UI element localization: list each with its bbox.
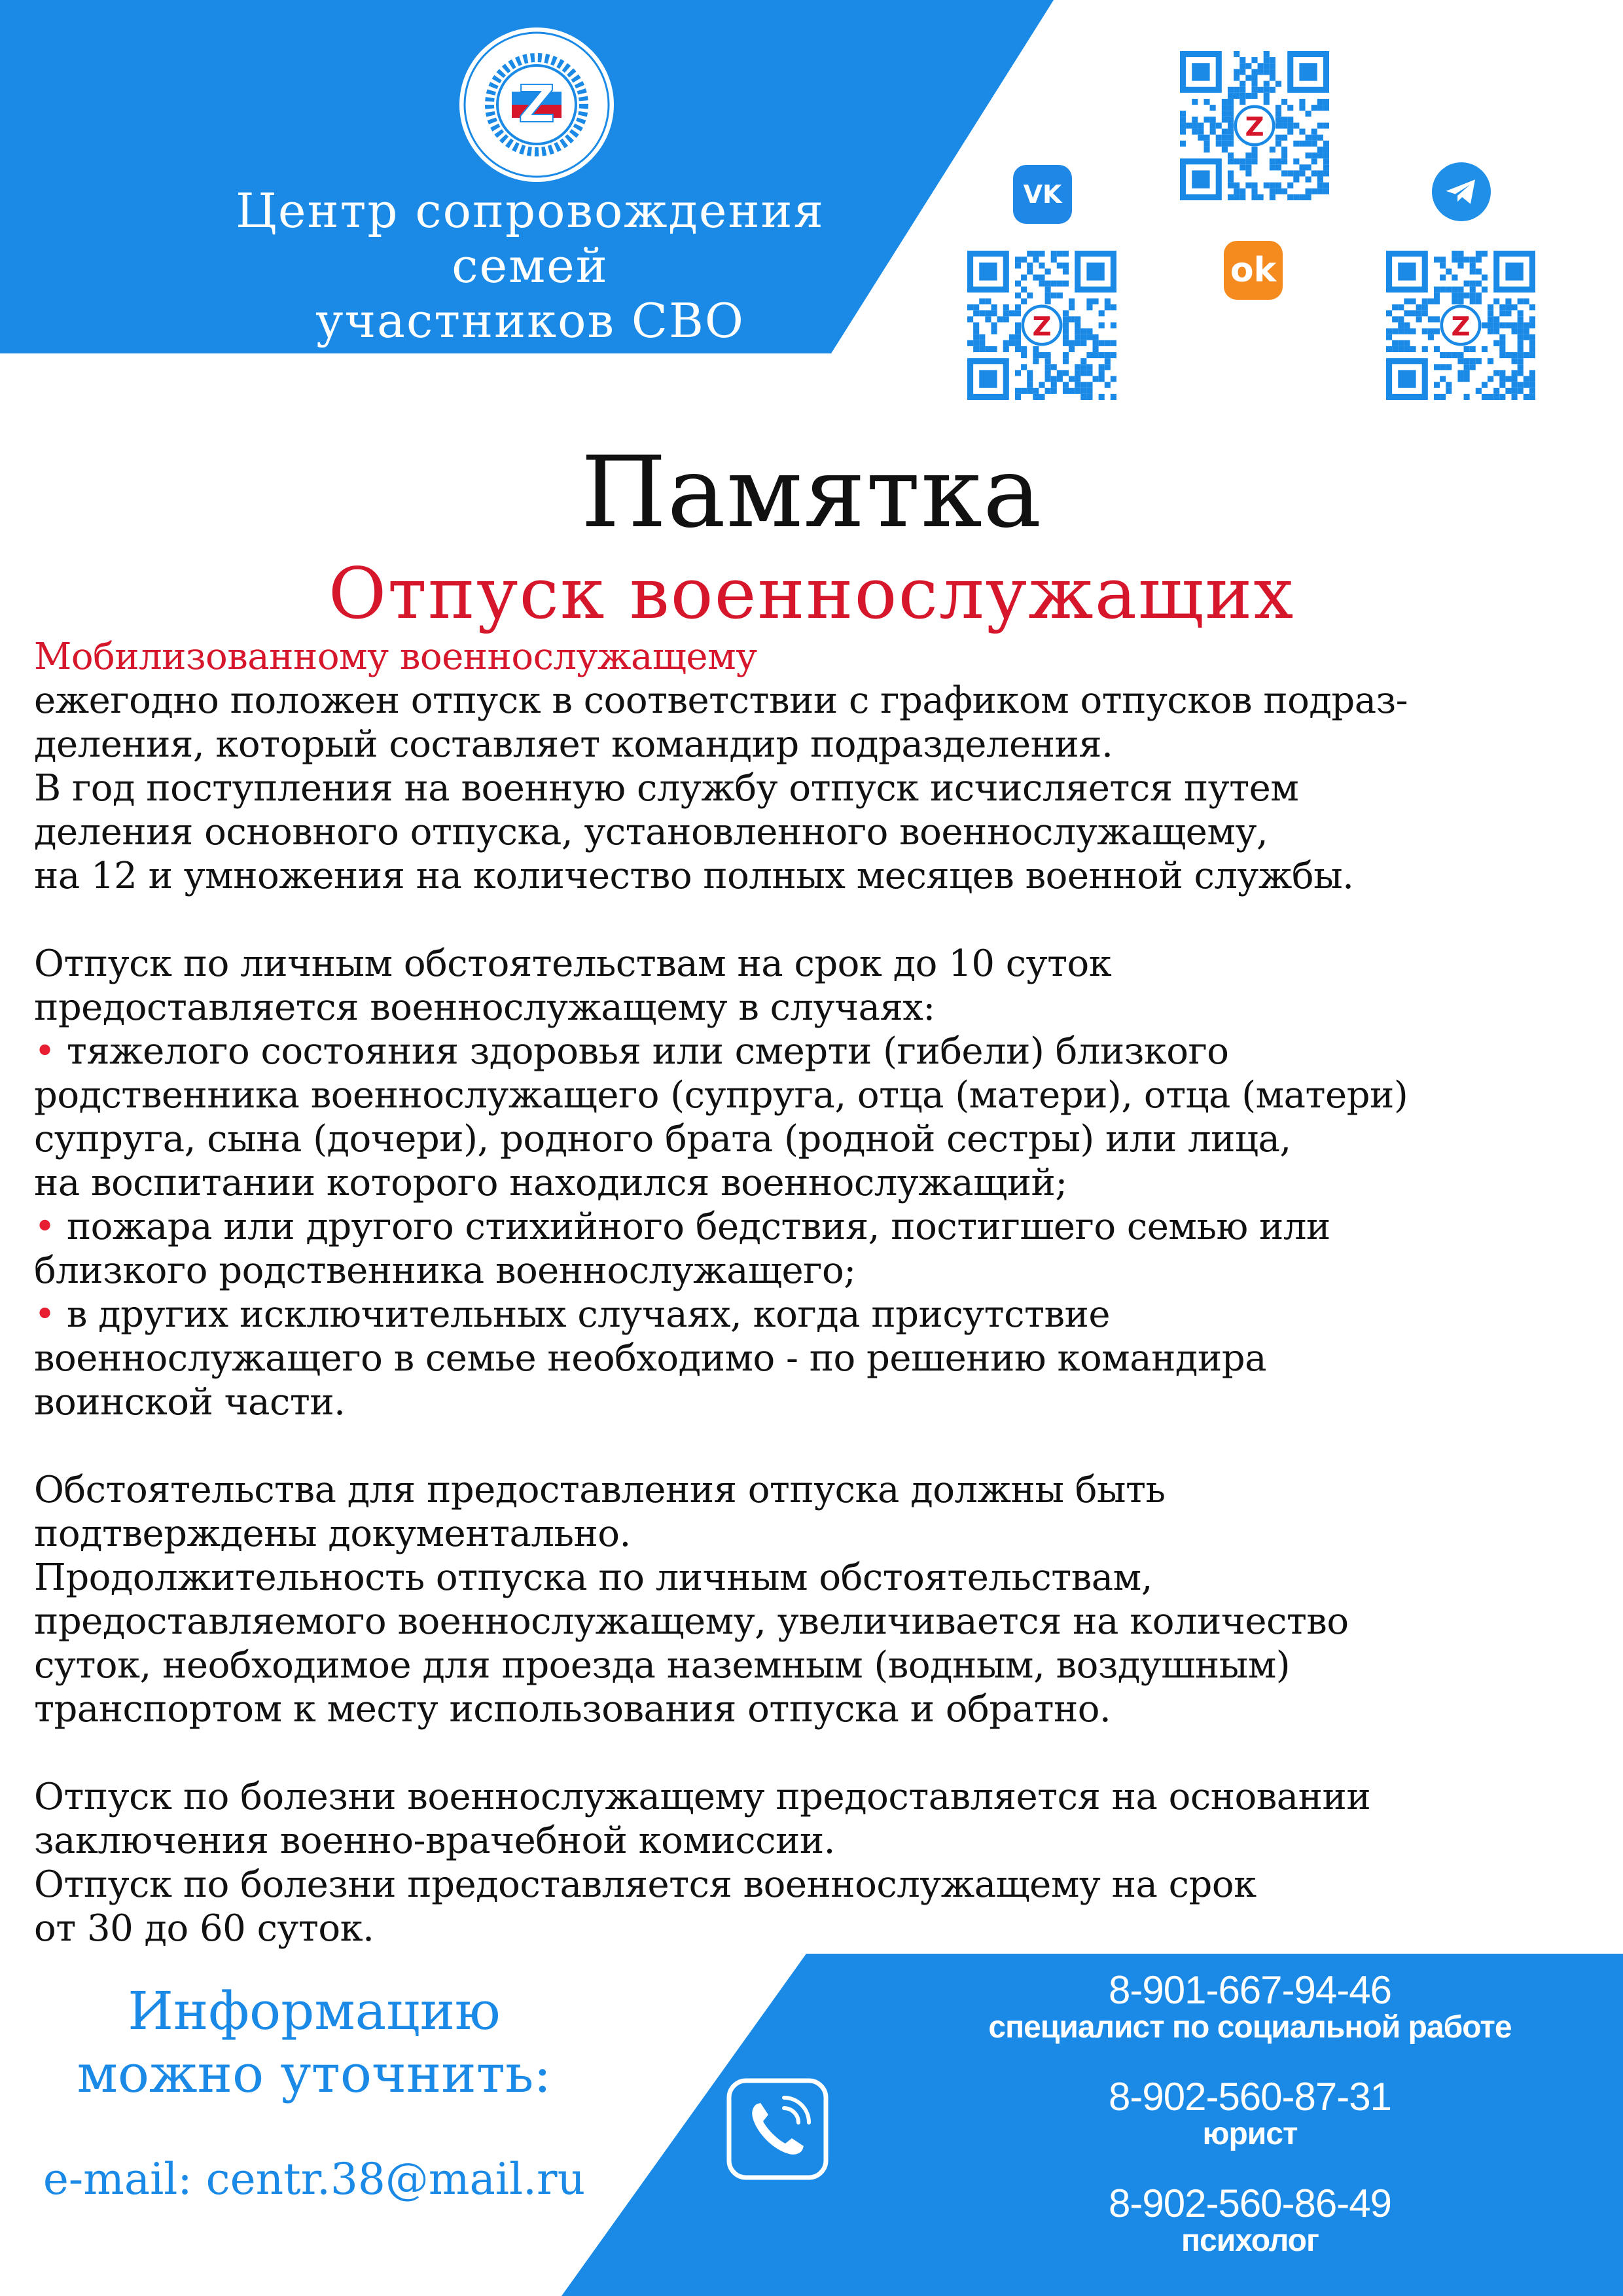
contact-role: специалист по социальной работе xyxy=(988,2010,1512,2045)
text-line: транспортом к месту использования отпуска и обратно. xyxy=(34,1688,1111,1731)
contact-role: психолог xyxy=(1181,2223,1319,2258)
contact-item xyxy=(877,1970,1623,2077)
text-line: деления, который составляет командир подразделения. xyxy=(34,723,1113,766)
bullet-dot-icon: • xyxy=(34,1030,56,1073)
bullet-item xyxy=(34,1293,1598,1336)
organization-title-line: семей xyxy=(452,238,609,293)
vk-icon[interactable] xyxy=(1013,165,1072,224)
text-line: военнослужащего в семье необходимо - по решению командира xyxy=(34,1337,1266,1380)
phone-number[interactable]: 8-902-560-86-49 xyxy=(1109,2181,1391,2225)
text-line: В год поступления на военную службу отпуск исчисляется путем xyxy=(34,767,1299,810)
qr-code-vk[interactable] xyxy=(967,251,1116,400)
text-line: заключения военно-врачебной комиссии. xyxy=(34,1820,835,1862)
phone-icon xyxy=(726,2078,829,2180)
text-line: Продолжительность отпуска по личным обстоятельствам, xyxy=(34,1556,1153,1599)
text-line: суток, необходимое для проезда наземным (водным, воздушным) xyxy=(34,1644,1291,1687)
text-line: воинской части. xyxy=(34,1381,346,1424)
organization-title-line: участников СВО xyxy=(315,293,745,348)
bullet-dot-icon: • xyxy=(34,1293,56,1336)
bullet-text: пожара или другого стихийного бедствия, постигшего семью или xyxy=(66,1206,1330,1248)
svg-text:Z: Z xyxy=(1451,312,1471,342)
contact-item xyxy=(877,2183,1623,2290)
svg-text:Z: Z xyxy=(518,75,556,134)
contact-item xyxy=(877,2077,1623,2183)
text-line: деления основного отпуска, установленного военнослужащему, xyxy=(34,811,1268,853)
logo-seal xyxy=(458,26,615,183)
contact-list xyxy=(877,1970,1623,2290)
text-line: ежегодно положен отпуск в соответствии с графиком отпусков подраз- xyxy=(34,679,1408,722)
email-link[interactable]: e-mail: centr.38@mail.ru xyxy=(43,2154,586,2204)
page-title: Памятка xyxy=(580,436,1043,550)
text-line: на 12 и умножения на количество полных месяцев военной службы. xyxy=(34,855,1354,897)
bullet-item xyxy=(34,1205,1598,1249)
text-line: предоставляется военнослужащему в случаях: xyxy=(34,986,935,1029)
text-line: близкого родственника военнослужащего; xyxy=(34,1249,856,1292)
phone-number[interactable]: 8-901-667-94-46 xyxy=(1109,1968,1391,2012)
qr-code-odnoklassniki[interactable] xyxy=(1180,51,1329,200)
odnoklassniki-icon[interactable] xyxy=(1224,241,1283,300)
phone-number[interactable]: 8-902-560-87-31 xyxy=(1109,2075,1391,2119)
contact-role: юрист xyxy=(1202,2117,1298,2151)
info-heading xyxy=(26,1980,602,2106)
text-line: предоставляемого военнослужащему, увеличивается на количество xyxy=(34,1600,1349,1643)
memo-body xyxy=(34,635,1598,1950)
telegram-plane-icon xyxy=(1443,173,1480,210)
text-line: Отпуск по болезни предоставляется военнослужащему на срок xyxy=(34,1863,1257,1906)
text-line: супруга, сына (дочери), родного брата (родной сестры) или лица, xyxy=(34,1118,1291,1160)
text-line: Обстоятельства для предоставления отпуска должны быть xyxy=(34,1469,1166,1511)
vk-icon-label: VK xyxy=(1023,180,1062,209)
bullet-dot-icon: • xyxy=(34,1206,56,1248)
bullet-text: тяжелого состояния здоровья или смерти (гибели) близкого xyxy=(66,1030,1229,1073)
info-heading-line: Информацию xyxy=(128,1981,501,2041)
intro-heading: Мобилизованному военнослужащему xyxy=(34,636,757,678)
ok-icon-label: ok xyxy=(1230,251,1277,290)
bullet-text: в других исключительных случаях, когда присутствие xyxy=(66,1293,1110,1336)
qr-code-telegram[interactable] xyxy=(1386,251,1535,400)
organization-title xyxy=(92,183,969,348)
text-line: Отпуск по личным обстоятельствам на срок до 10 суток xyxy=(34,942,1112,985)
page-subtitle: Отпуск военнослужащих xyxy=(328,553,1295,635)
text-line: от 30 до 60 суток. xyxy=(34,1907,374,1950)
text-line: на воспитании которого находился военнослужащий; xyxy=(34,1162,1067,1204)
text-line: Отпуск по болезни военнослужащему предоставляется на основании xyxy=(34,1776,1371,1818)
svg-text:Z: Z xyxy=(1032,312,1052,342)
text-line: подтверждены документально. xyxy=(34,1513,631,1555)
telegram-icon[interactable] xyxy=(1432,162,1491,221)
svg-text:Z: Z xyxy=(1245,112,1264,143)
text-line: родственника военнослужащего (супруга, отца (матери), отца (матери) xyxy=(34,1074,1408,1117)
info-heading-line: можно уточнить: xyxy=(77,2043,552,2104)
organization-title-line: Центр сопровождения xyxy=(236,183,825,238)
bullet-item xyxy=(34,1030,1598,1073)
